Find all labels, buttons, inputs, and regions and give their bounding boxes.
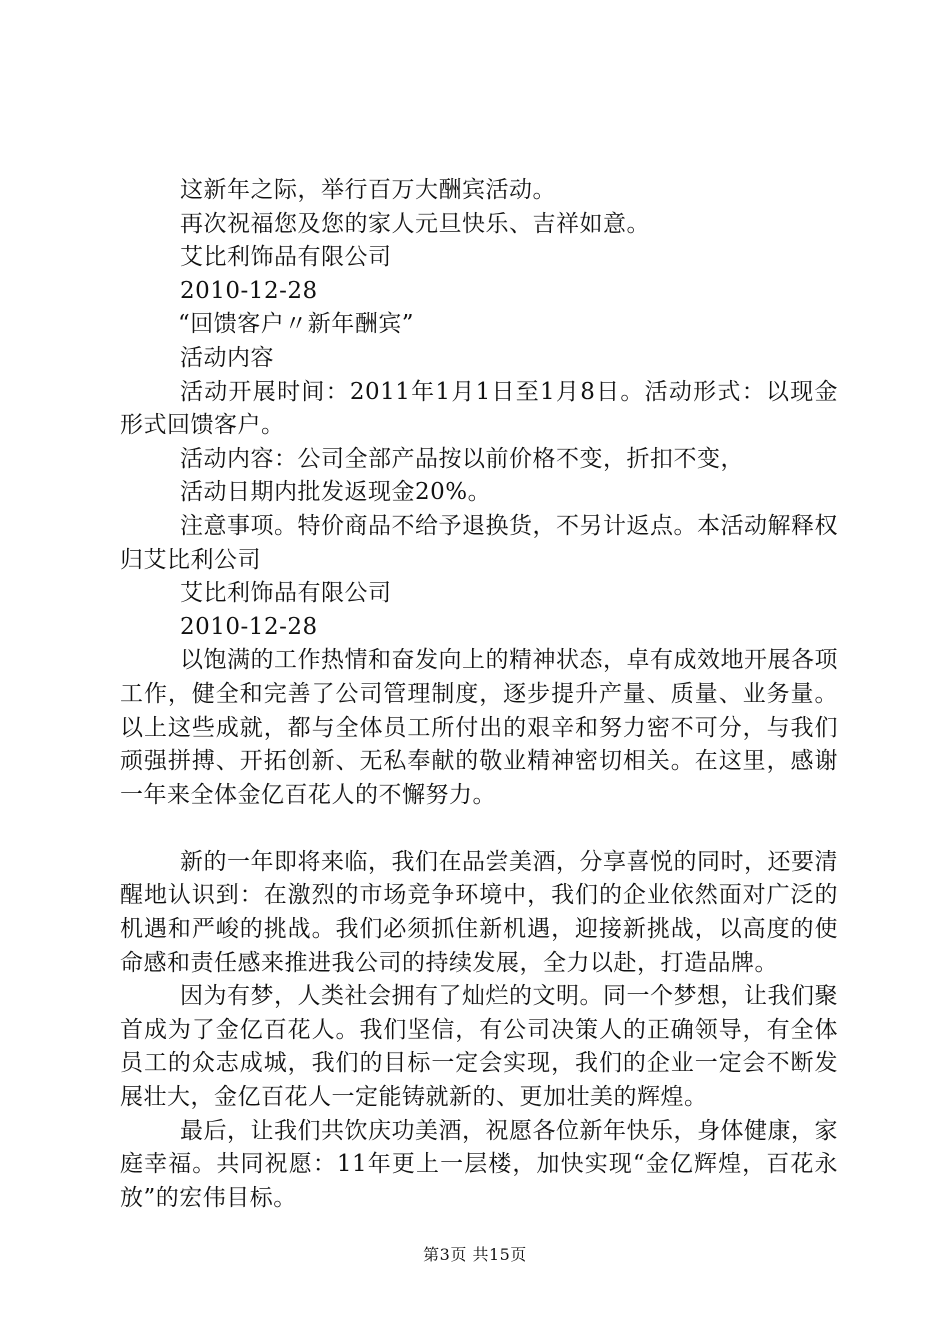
section-heading: 活动内容 [180,344,274,371]
date-line: 2010-12-28 [180,277,318,304]
body-paragraph: 以饱满的工作热情和奋发向上的精神状态，卓有成效地开展各项工作，健全和完善了公司管理制度，逐步提升产量、质量、业务量。以上这些成就，都与全体员工所付出的艰辛和努力密不可分，与我们顽强拼搏、开拓创新、无私奉献的敬业精神密切相关。在这里，感谢一年来全体金亿百花人的不懈努力。 [120,647,838,808]
company-name: 艾比利饰品有限公司 [180,580,392,607]
body-paragraph: 因为有梦，人类社会拥有了灿烂的文明。同一个梦想，让我们聚首成为了金亿百花人。我们坚信，有公司决策人的正确领导，有全体员工的众志成城，我们的目标一定会实现，我们的企业一定会不断发展壮大，金亿百花人一定能铸就新的、更加壮美的辉煌。 [120,983,838,1111]
page-number-footer: 第3页 共15页 [423,1245,527,1264]
body-paragraph: 最后，让我们共饮庆功美酒，祝愿各位新年快乐，身体健康，家庭幸福。共同祝愿：11年更上一层楼，加快实现“金亿辉煌，百花永放”的宏伟目标。 [120,1117,838,1211]
text-line: 活动内容：公司全部产品按以前价格不变，折扣不变， [180,445,744,472]
text-line: 活动日期内批发返现金20%。 [180,479,492,506]
event-title: “回馈客户〃新年酬宾” [178,311,415,338]
paragraph-gap [120,812,838,846]
notice-paragraph: 注意事项。特价商品不给予退换货，不另计返点。本活动解释权归艾比利公司 [120,512,838,573]
document-body [120,174,838,1215]
text-line: 再次祝福您及您的家人元旦快乐、吉祥如意。 [180,210,650,237]
text-line: 这新年之际，举行百万大酬宾活动。 [180,177,556,203]
activity-time-paragraph: 活动开展时间：2011年1月1日至1月8日。活动形式：以现金形式回馈客户。 [120,378,838,439]
body-paragraph: 新的一年即将来临，我们在品尝美酒，分享喜悦的同时，还要清醒地认识到：在激烈的市场竞争环境中，我们的企业依然面对广泛的机遇和严峻的挑战。我们必须抓住新机遇，迎接新挑战，以高度的使命感和责任感来推进我公司的持续发展，全力以赴，打造品牌。 [120,848,838,976]
date-line: 2010-12-28 [180,613,318,640]
company-name: 艾比利饰品有限公司 [180,244,392,271]
